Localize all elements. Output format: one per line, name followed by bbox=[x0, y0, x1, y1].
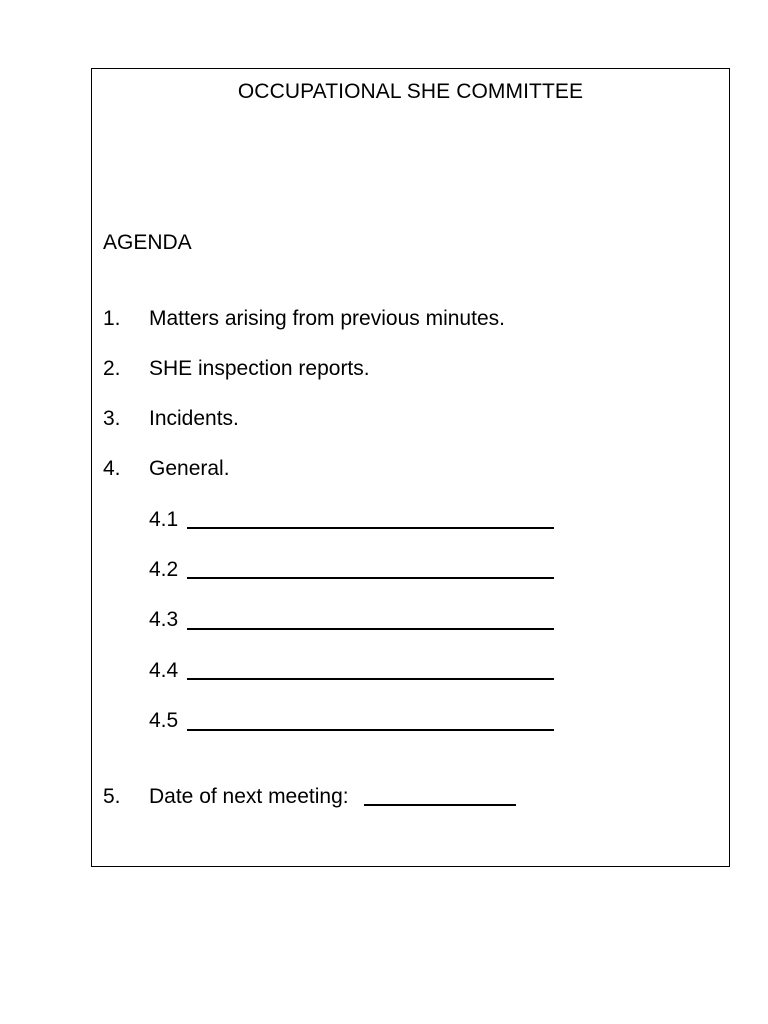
agenda-item-number: 3. bbox=[103, 407, 121, 430]
subitem-4-1-blank[interactable] bbox=[187, 527, 554, 529]
subitem-4-3-blank[interactable] bbox=[187, 628, 554, 630]
document-title: OCCUPATIONAL SHE COMMITTEE bbox=[237, 80, 584, 103]
next-meeting-date-blank[interactable] bbox=[364, 804, 516, 806]
agenda-item-text: Incidents. bbox=[149, 407, 239, 430]
subitem-4-1-label: 4.1 bbox=[149, 508, 179, 531]
subitem-4-5-label: 4.5 bbox=[149, 709, 179, 732]
agenda-item-number: 2. bbox=[103, 357, 121, 380]
agenda-item-number: 1. bbox=[103, 307, 121, 330]
subitem-4-4-blank[interactable] bbox=[187, 678, 554, 680]
subitem-4-2-label: 4.2 bbox=[149, 558, 179, 581]
subitem-4-3-label: 4.3 bbox=[149, 608, 179, 631]
agenda-item-text: General. bbox=[149, 457, 230, 480]
next-meeting-number: 5. bbox=[103, 785, 121, 808]
subitem-4-4-label: 4.4 bbox=[149, 659, 179, 682]
agenda-item-text: Matters arising from previous minutes. bbox=[149, 307, 505, 330]
agenda-item-number: 4. bbox=[103, 457, 121, 480]
agenda-heading: AGENDA bbox=[103, 231, 192, 254]
subitem-4-2-blank[interactable] bbox=[187, 577, 554, 579]
subitem-4-5-blank[interactable] bbox=[187, 729, 554, 731]
agenda-item-text: SHE inspection reports. bbox=[149, 357, 370, 380]
next-meeting-label: Date of next meeting: bbox=[149, 785, 349, 808]
